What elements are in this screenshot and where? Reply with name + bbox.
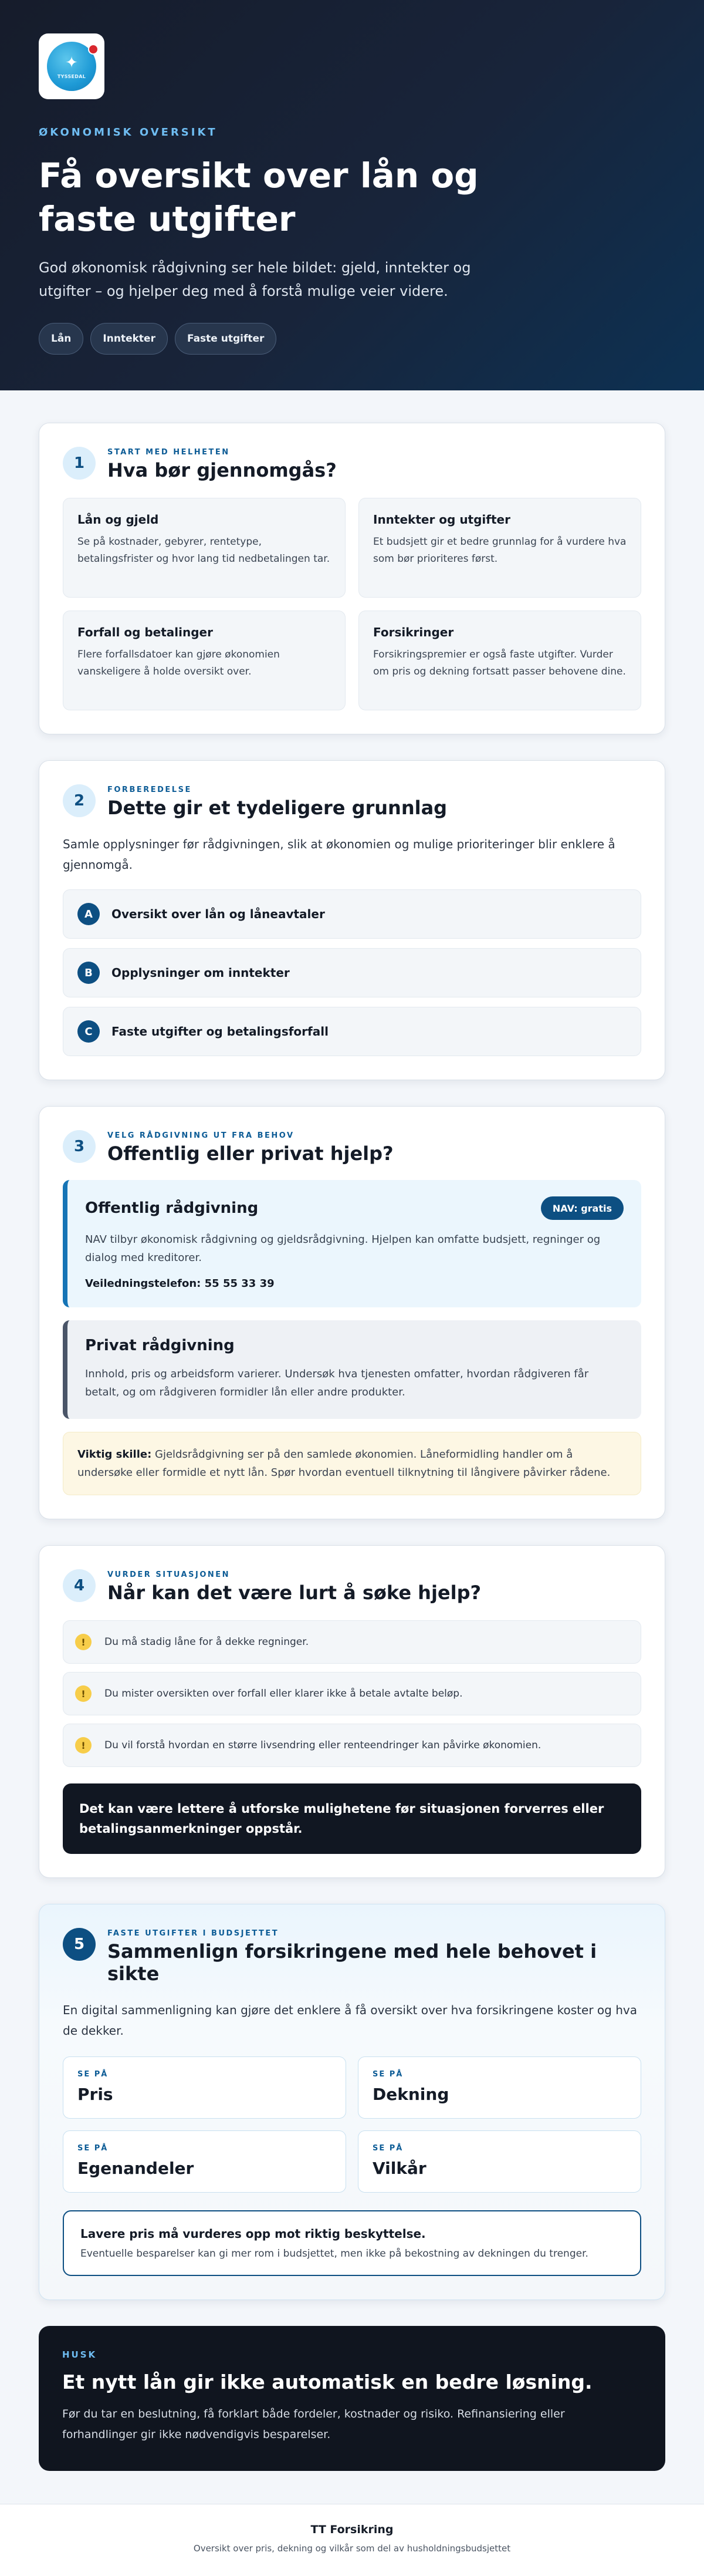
criteria-label: SE PÅ: [373, 2070, 404, 2079]
tile-forfall-og-betalinger: [63, 611, 346, 710]
section-title: Dette gir et tydeligere grunnlag: [107, 797, 448, 819]
tile-text: Flere forfallsdatoer kan gjøre økonomien vanskeligere å holde oversikt over.: [77, 649, 280, 677]
chip-faste-utgifter[interactable]: Faste utgifter: [175, 323, 276, 355]
criteria-value: Vilkår: [373, 2159, 427, 2178]
warning-text: Du vil forstå hvordan en større livsendring eller renteendringer kan påvirke økonomien.: [104, 1739, 541, 1751]
tile-text: Forsikringspremier er også faste utgifter. Vurder om pris og dekning fortsatt passer behovene dine.: [373, 649, 626, 677]
tile-title: Forfall og betalinger: [77, 625, 213, 639]
logo-emblem: [47, 42, 96, 91]
tile-inntekter-og-utgifter: [358, 498, 641, 598]
list-item-label: Opplysninger om inntekter: [111, 966, 290, 980]
logo-red-dot: [88, 44, 99, 55]
remember-title: Et nytt lån gir ikke automatisk en bedre løsning.: [62, 2371, 593, 2393]
tile-forsikringer: [358, 611, 641, 710]
compare-criteria: [63, 2056, 641, 2193]
warning-icon: !: [75, 1634, 92, 1650]
section-kicker: FORBEREDELSE: [107, 785, 192, 794]
tile-title: Inntekter og utgifter: [373, 512, 510, 527]
price-note-title: Lavere pris må vurderes opp mot riktig beskyttelse.: [80, 2227, 426, 2241]
criteria-label: SE PÅ: [373, 2144, 404, 2153]
criteria-label: SE PÅ: [77, 2144, 109, 2153]
warning-icon: !: [75, 1685, 92, 1702]
callout-box: Det kan være lettere å utforske mulighetene før situasjonen forverres eller betalingsanmerkninger oppstår.: [63, 1783, 641, 1854]
section-kicker: VELG RÅDGIVNING UT FRA BEHOV: [107, 1131, 295, 1140]
chip-lan[interactable]: Lån: [39, 323, 83, 355]
hero-subtitle: God økonomisk rådgivning ser hele bildet: gjeld, inntekter og utgifter – og hjelper deg med å forstå mulige veier videre.: [39, 259, 471, 299]
section-when-help: [39, 1545, 665, 1878]
criteria-pris: [63, 2056, 346, 2119]
note-text: Gjeldsrådgivning ser på den samlede økonomien. Låneformidling handler om å undersøke eller formidle et nytt lån. Spør hvordan eventuell tilknytning til långivere påvirker rådene.: [77, 1448, 611, 1479]
criteria-value: Egenandeler: [77, 2159, 194, 2178]
list-item-label: Oversikt over lån og låneavtaler: [111, 907, 325, 921]
tile-text: Se på kostnader, gebyrer, rentetype, betalingsfrister og hvor lang tid nedbetalingen tar.: [77, 536, 330, 565]
footer-subtitle: Oversikt over pris, dekning og vilkår som del av husholdningsbudsjettet: [193, 2543, 511, 2554]
hero-header: [0, 0, 704, 390]
criteria-value: Dekning: [373, 2085, 449, 2104]
page-title: Få oversikt over lån og faste utgifter: [39, 156, 479, 239]
list-item: [63, 1007, 641, 1056]
letter-badge: C: [77, 1020, 100, 1043]
private-advice-title: Privat rådgivning: [85, 1337, 235, 1354]
tile-title: Forsikringer: [373, 625, 454, 639]
section-lead: En digital sammenligning kan gjøre det enklere å få oversikt over hva forsikringene koster og hva de dekker.: [63, 2003, 637, 2038]
logo-glyph-icon: ✦: [65, 54, 78, 72]
tile-text: Et budsjett gir et bedre grunnlag for å vurdere hva som bør prioriteres først.: [373, 536, 627, 565]
tile-title: Lån og gjeld: [77, 512, 159, 527]
public-advice-box: [63, 1180, 641, 1307]
remember-kicker: HUSK: [62, 2349, 97, 2360]
section-kicker: START MED HELHETEN: [107, 448, 230, 457]
list-item: [63, 948, 641, 997]
letter-badge: B: [77, 962, 100, 984]
guidance-phone[interactable]: Veiledningstelefon: 55 55 33 39: [85, 1277, 275, 1290]
step-number: 2: [63, 784, 96, 817]
letter-badge: A: [77, 903, 100, 925]
company-logo[interactable]: [39, 33, 104, 99]
chip-inntekter[interactable]: Inntekter: [90, 323, 168, 355]
warning-icon: !: [75, 1737, 92, 1754]
footer-company-name: TT Forsikring: [310, 2523, 394, 2536]
criteria-label: SE PÅ: [77, 2070, 109, 2079]
section-title: Når kan det være lurt å søke hjelp?: [107, 1582, 482, 1604]
warning-text: Du mister oversikten over forfall eller klarer ikke å betale avtalte beløp.: [104, 1688, 463, 1700]
section-insurance-compare: [39, 1904, 665, 2300]
hero-eyebrow: ØKONOMISK OVERSIKT: [39, 126, 218, 139]
step-number: 4: [63, 1569, 96, 1602]
remember-box: [39, 2326, 665, 2471]
private-advice-box: [63, 1320, 641, 1419]
private-advice-text: Innhold, pris og arbeidsform varierer. Undersøk hva tjenesten omfatter, hvordan rådgiveren får betalt, og om rådgiveren formidler lån eller andre produkter.: [85, 1368, 589, 1398]
tile-lan-og-gjeld: [63, 498, 346, 598]
price-note-box: [63, 2210, 641, 2276]
section-title: Hva bør gjennomgås?: [107, 459, 337, 481]
page-footer: [0, 2504, 704, 2576]
main-content: [0, 390, 704, 2471]
list-item-label: Faste utgifter og betalingsforfall: [111, 1024, 329, 1039]
important-note: [63, 1432, 641, 1495]
warning-item: [63, 1724, 641, 1767]
logo-text: TYSSEDAL: [57, 74, 86, 79]
section-title: Offentlig eller privat hjelp?: [107, 1142, 394, 1165]
step-number: 3: [63, 1130, 96, 1163]
criteria-value: Pris: [77, 2085, 113, 2104]
warning-item: [63, 1620, 641, 1664]
step-number: 1: [63, 447, 96, 480]
criteria-dekning: [358, 2056, 641, 2119]
section-advice-type: [39, 1106, 665, 1519]
step-number: 5: [63, 1928, 96, 1961]
list-item: [63, 889, 641, 939]
review-tiles: [63, 498, 641, 710]
section-title: Sammenlign forsikringene med hele behovet i sikte: [107, 1940, 597, 1985]
section-lead: Samle opplysninger før rådgivningen, slik at økonomien og mulige prioriteringer blir enklere å gjennomgå.: [63, 837, 615, 872]
section-kicker: VURDER SITUASJONEN: [107, 1570, 231, 1579]
topic-chips: [39, 323, 665, 355]
section-review: [39, 423, 665, 734]
section-kicker: FASTE UTGIFTER I BUDSJETTET: [107, 1929, 279, 1938]
section-preparation: [39, 760, 665, 1080]
warning-text: Du må stadig låne for å dekke regninger.: [104, 1636, 309, 1648]
warning-item: [63, 1672, 641, 1715]
criteria-vilkar: [358, 2130, 641, 2193]
remember-text: Før du tar en beslutning, få forklart både fordeler, kostnader og risiko. Refinansiering eller forhandlinger gir ikke nødvendigvis besparelser.: [62, 2408, 565, 2441]
criteria-egenandeler: [63, 2130, 346, 2193]
nav-free-badge: NAV: gratis: [541, 1196, 624, 1220]
note-label: Viktig skille:: [77, 1448, 152, 1461]
public-advice-text: NAV tilbyr økonomisk rådgivning og gjeldsrådgivning. Hjelpen kan omfatte budsjett, regninger og dialog med kreditorer.: [85, 1233, 601, 1264]
public-advice-title: Offentlig rådgivning: [85, 1199, 259, 1217]
price-note-text: Eventuelle besparelser kan gi mer rom i budsjettet, men ikke på bekostning av dekningen du trenger.: [80, 2248, 588, 2260]
